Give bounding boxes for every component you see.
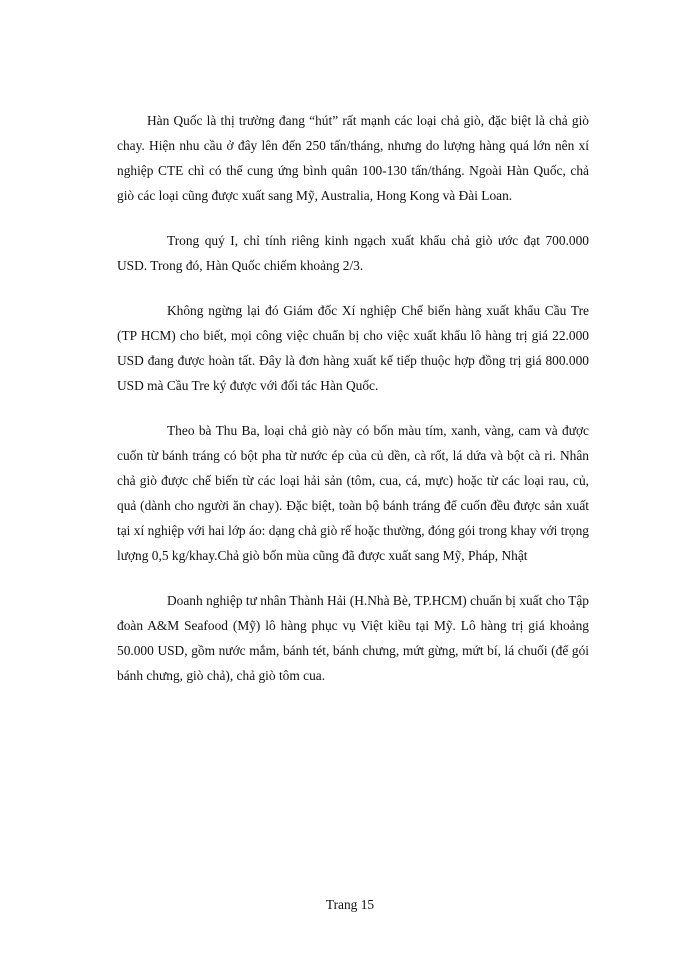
paragraph-korea-market: Hàn Quốc là thị trường đang “hút” rất mạnh các loại chả giò, đặc biệt là chả giò chay. Hiện nhu cầu ở đây lên đến 250 tấn/tháng, nhưng do lượng hàng quá lớn nên xí nghiệp CTE chỉ có thể cung ứng bình quân 100-130 tấn/tháng. Ngoài Hàn Quốc, chả giò các loại cũng được xuất sang Mỹ, Australia, Hong Kong và Đài Loan.: [117, 113, 589, 203]
paragraph-cau-tre-order: Không ngừng lại đó Giám đốc Xí nghiệp Chế biến hàng xuất khẩu Cầu Tre (TP HCM) cho biết, mọi công việc chuẩn bị cho việc xuất khẩu lô hàng trị giá 22.000 USD đang được hoàn tất. Đây là đơn hàng xuất kế tiếp thuộc hợp đồng trị giá 800.000 USD mà Cầu Tre ký được với đối tác Hàn Quốc.: [117, 303, 589, 393]
paragraph-thanh-hai: Doanh nghiệp tư nhân Thành Hải (H.Nhà Bè, TP.HCM) chuẩn bị xuất cho Tập đoàn A&M Seafood (Mỹ) lô hàng phục vụ Việt kiều tại Mỹ. Lô hàng trị giá khoảng 50.000 USD, gồm nước mắm, bánh tét, bánh chưng, mứt gừng, mứt bí, lá chuối (để gói bánh chưng, giò chả), chả giò tôm cua.: [117, 593, 589, 683]
document-body: [117, 108, 589, 708]
paragraph-quarter-export: Trong quý I, chỉ tính riêng kinh ngạch xuất khẩu chả giò ước đạt 700.000 USD. Trong đó, Hàn Quốc chiếm khoảng 2/3.: [117, 233, 589, 273]
page-number: Trang 15: [325, 897, 375, 912]
paragraph-four-colors: Theo bà Thu Ba, loại chả giò này có bốn màu tím, xanh, vàng, cam và được cuốn từ bánh tráng có bột pha từ nước ép của củ dền, cà rốt, lá dứa và bột cà ri. Nhân chả giò được chế biến từ các loại hải sản (tôm, cua, cá, mực) hoặc từ các loại rau, củ, quả (dành cho người ăn chay). Đặc biệt, toàn bộ bánh tráng để cuốn đều được sản xuất tại xí nghiệp với hai lớp áo: dạng chả giò rế hoặc thường, đóng gói trong khay với trọng lượng 0,5 kg/khay.Chả giò bốn mùa cũng đã được xuất sang Mỹ, Pháp, Nhật: [117, 423, 589, 563]
